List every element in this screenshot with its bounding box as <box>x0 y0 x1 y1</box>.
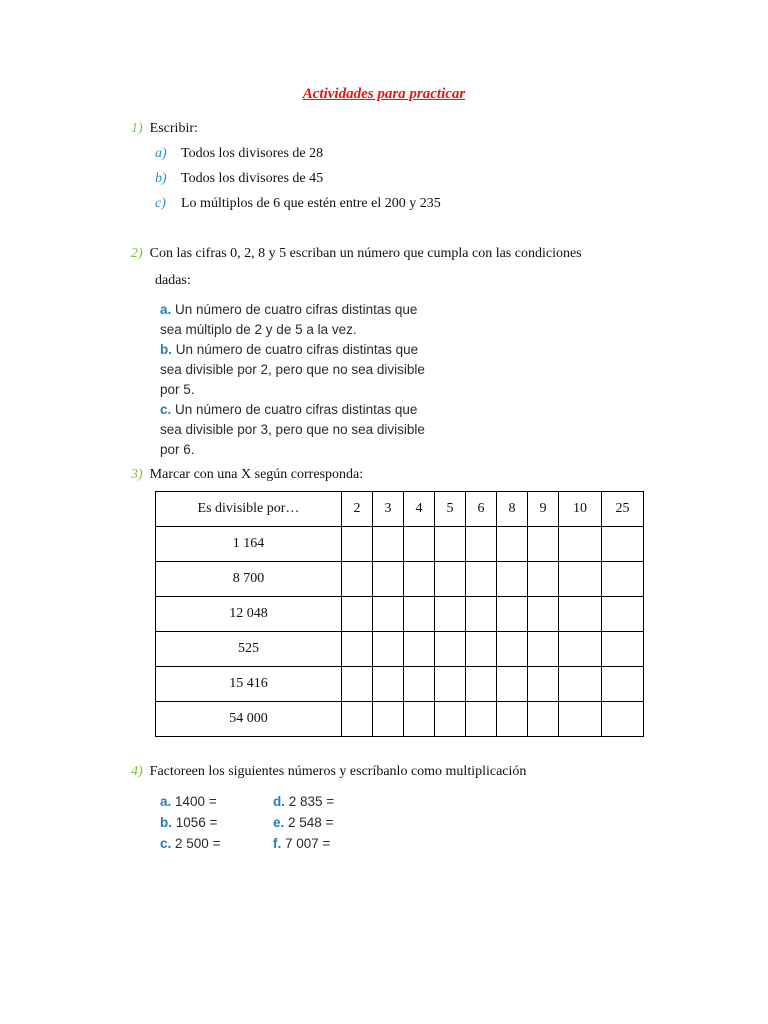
item-text: Todos los divisores de 28 <box>181 146 324 161</box>
table-header-divisor: 25 <box>602 492 644 527</box>
table-cell[interactable] <box>342 597 373 632</box>
table-cell[interactable] <box>373 562 404 597</box>
activity-4-number: 4) <box>131 764 143 779</box>
table-header-row <box>156 492 644 527</box>
factor-letter: e. <box>273 815 285 830</box>
table-cell[interactable] <box>559 527 602 562</box>
table-cell[interactable] <box>466 562 497 597</box>
table-cell[interactable] <box>404 632 435 667</box>
table-cell[interactable] <box>497 632 528 667</box>
page-title: Actividades para practicar <box>302 86 466 102</box>
table-cell[interactable] <box>373 527 404 562</box>
condition-line: por 6. <box>160 442 195 457</box>
table-row <box>156 562 644 597</box>
table-row-number: 1 164 <box>156 527 342 562</box>
condition-text: Un número de cuatro cifras distintas que <box>175 302 418 317</box>
activity-2-number: 2) <box>131 246 143 261</box>
factor-value: 1400 = <box>175 794 217 809</box>
activity-1 <box>131 121 198 137</box>
condition-line: sea divisible por 2, pero que no sea divisible <box>160 362 425 377</box>
activity-1-item <box>155 171 323 187</box>
table-cell[interactable] <box>528 667 559 702</box>
item-letter: c) <box>155 196 166 211</box>
table-cell[interactable] <box>602 562 644 597</box>
factor-column-right <box>273 791 334 854</box>
table-header-divisor: 3 <box>373 492 404 527</box>
table-cell[interactable] <box>435 667 466 702</box>
table-header-divisor: 9 <box>528 492 559 527</box>
condition-line <box>160 400 425 420</box>
activity-4 <box>131 764 526 780</box>
activity-2-conditions <box>160 300 425 460</box>
table-cell[interactable] <box>373 597 404 632</box>
condition-text: Un número de cuatro cifras distintas que <box>175 402 418 417</box>
table-cell[interactable] <box>435 562 466 597</box>
table-row <box>156 667 644 702</box>
table-cell[interactable] <box>404 562 435 597</box>
activity-1-item <box>155 196 441 212</box>
condition-line: sea divisible por 3, pero que no sea divisible <box>160 422 425 437</box>
factor-value: 2 835 = <box>288 794 335 809</box>
table-row-number: 54 000 <box>156 702 342 737</box>
factor-item <box>160 833 220 854</box>
table-cell[interactable] <box>373 667 404 702</box>
table-cell[interactable] <box>373 632 404 667</box>
item-text: Todos los divisores de 45 <box>181 171 324 186</box>
factor-letter: b. <box>160 815 172 830</box>
table-cell[interactable] <box>342 562 373 597</box>
condition-letter: a. <box>160 302 172 317</box>
table-header-divisor: 4 <box>404 492 435 527</box>
factor-letter: f. <box>273 836 282 851</box>
table-header-divisor: 2 <box>342 492 373 527</box>
activity-3-text: Marcar con una X según corresponda: <box>149 467 364 482</box>
factor-item <box>273 833 334 854</box>
table-cell[interactable] <box>497 527 528 562</box>
table-cell[interactable] <box>602 597 644 632</box>
table-row-number: 12 048 <box>156 597 342 632</box>
activity-2 <box>131 246 582 262</box>
factor-item <box>160 791 220 812</box>
factor-letter: c. <box>160 836 172 851</box>
table-cell[interactable] <box>497 667 528 702</box>
condition-line: sea múltiplo de 2 y de 5 a la vez. <box>160 322 357 337</box>
factor-value: 2 500 = <box>175 836 221 851</box>
activity-4-text: Factoreen los siguientes números y escríbanlo como multiplicación <box>149 764 527 779</box>
table-cell[interactable] <box>602 667 644 702</box>
table-row-number: 525 <box>156 632 342 667</box>
item-letter: b) <box>155 171 167 186</box>
table-cell[interactable] <box>342 527 373 562</box>
table-cell[interactable] <box>528 702 559 737</box>
factor-item <box>160 812 220 833</box>
table-cell[interactable] <box>497 597 528 632</box>
table-cell[interactable] <box>528 527 559 562</box>
condition-line <box>160 300 425 320</box>
table-cell[interactable] <box>559 702 602 737</box>
table-header-divisor: 8 <box>497 492 528 527</box>
item-text: Lo múltiplos de 6 que estén entre el 200 y 235 <box>181 196 441 211</box>
table-header-divisor: 5 <box>435 492 466 527</box>
factor-letter: d. <box>273 794 285 809</box>
table-cell[interactable] <box>497 562 528 597</box>
condition-letter: c. <box>160 402 172 417</box>
table-cell[interactable] <box>435 632 466 667</box>
activity-2-text-cont: dadas: <box>155 273 191 288</box>
table-row <box>156 702 644 737</box>
table-cell[interactable] <box>559 632 602 667</box>
activity-1-item <box>155 146 323 162</box>
activity-1-number: 1) <box>131 121 143 136</box>
table-cell[interactable] <box>435 702 466 737</box>
factor-column-left <box>160 791 220 854</box>
table-cell[interactable] <box>466 632 497 667</box>
table-cell[interactable] <box>342 632 373 667</box>
factor-item <box>273 791 334 812</box>
table-header-divisor: 6 <box>466 492 497 527</box>
table-cell[interactable] <box>466 667 497 702</box>
table-cell[interactable] <box>559 562 602 597</box>
divisibility-table <box>155 491 644 737</box>
factor-value: 2 548 = <box>288 815 334 830</box>
condition-letter: b. <box>160 342 172 357</box>
factor-letter: a. <box>160 794 172 809</box>
activity-1-text: Escribir: <box>149 121 198 136</box>
table-cell[interactable] <box>466 702 497 737</box>
table-cell[interactable] <box>404 597 435 632</box>
table-row <box>156 597 644 632</box>
activity-3-number: 3) <box>131 467 143 482</box>
table-cell[interactable] <box>466 597 497 632</box>
condition-text: Un número de cuatro cifras distintas que <box>175 342 419 357</box>
table-header-label: Es divisible por… <box>156 492 342 527</box>
table-cell[interactable] <box>559 597 602 632</box>
table-row <box>156 527 644 562</box>
table-cell[interactable] <box>466 527 497 562</box>
table-cell[interactable] <box>404 667 435 702</box>
table-cell[interactable] <box>373 702 404 737</box>
table-cell[interactable] <box>404 527 435 562</box>
table-header-divisor: 10 <box>559 492 602 527</box>
table-cell[interactable] <box>602 527 644 562</box>
table-cell[interactable] <box>435 527 466 562</box>
table-cell[interactable] <box>404 702 435 737</box>
table-cell[interactable] <box>435 597 466 632</box>
item-letter: a) <box>155 146 167 161</box>
table-row-number: 8 700 <box>156 562 342 597</box>
table-row-number: 15 416 <box>156 667 342 702</box>
factor-value: 1056 = <box>175 815 218 830</box>
factor-item <box>273 812 334 833</box>
table-cell[interactable] <box>602 702 644 737</box>
table-cell[interactable] <box>559 667 602 702</box>
factor-value: 7 007 = <box>285 836 331 851</box>
activity-3 <box>131 467 363 483</box>
condition-line: por 5. <box>160 382 195 397</box>
table-cell[interactable] <box>528 632 559 667</box>
table-cell[interactable] <box>602 632 644 667</box>
table-cell[interactable] <box>528 562 559 597</box>
condition-line <box>160 340 425 360</box>
activity-2-text: Con las cifras 0, 2, 8 y 5 escriban un número que cumpla con las condiciones <box>149 246 582 261</box>
table-cell[interactable] <box>528 597 559 632</box>
table-row <box>156 632 644 667</box>
table-cell[interactable] <box>497 702 528 737</box>
table-cell[interactable] <box>342 702 373 737</box>
table-cell[interactable] <box>342 667 373 702</box>
